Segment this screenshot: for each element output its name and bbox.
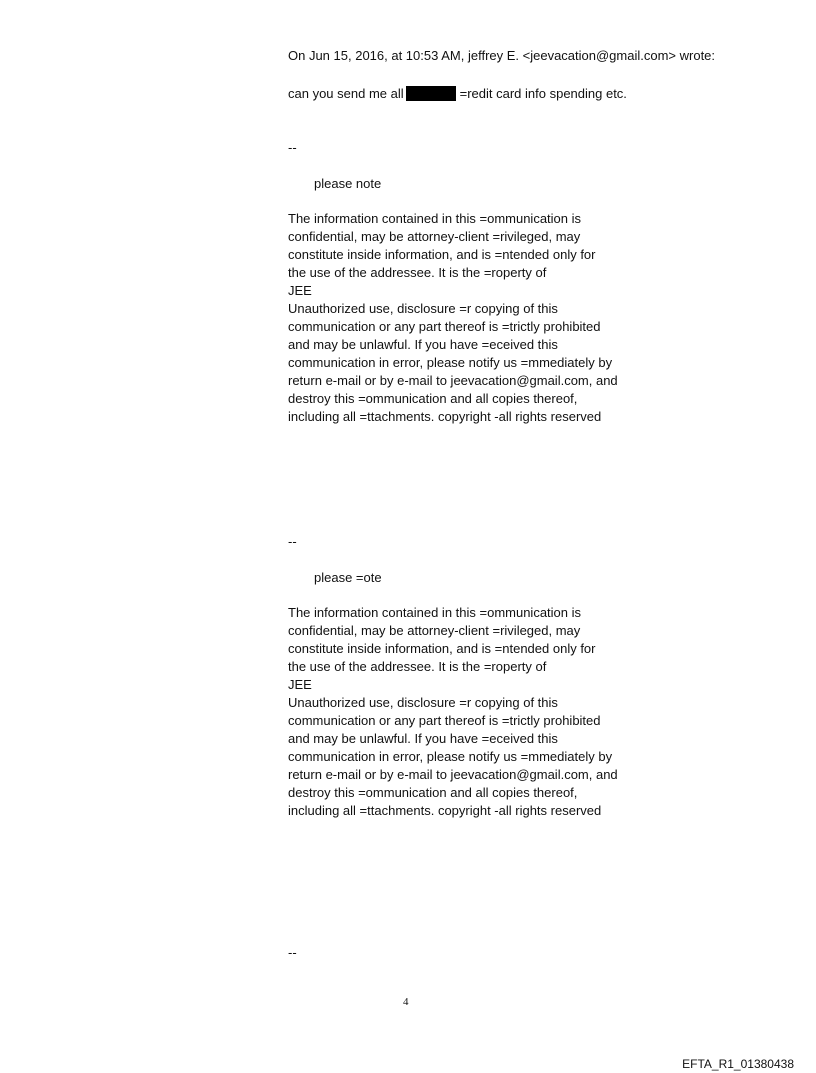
request-text-after: =redit card info spending etc. (459, 86, 627, 101)
disclaimer-line: and may be unlawful. If you have =eceived this (288, 337, 558, 352)
disclaimer-line: The information contained in this =ommunication is (288, 211, 582, 226)
disclaimer-line: communication in error, please notify us =mmediately by (288, 749, 613, 764)
disclaimer-line: return e-mail or by e-mail to jeevacation@gmail.com, and (288, 373, 618, 388)
disclaimer-line: JEE (288, 283, 312, 298)
disclaimer-line: Unauthorized use, disclosure =r copying of this (288, 695, 558, 710)
separator-1: -- (288, 140, 297, 155)
disclaimer-line: the use of the addressee. It is the =roperty of (288, 265, 547, 280)
disclaimer-line: constitute inside information, and is =ntended only for (288, 641, 596, 656)
disclaimer-line: communication or any part thereof is =trictly prohibited (288, 319, 601, 334)
disclaimer-line: Unauthorized use, disclosure =r copying of this (288, 301, 558, 316)
page-number: 4 (403, 996, 409, 1008)
disclaimer-line: destroy this =ommunication and all copies thereof, (288, 391, 578, 406)
note-heading-1: please note (314, 176, 382, 191)
disclaimer-line: The information contained in this =ommunication is (288, 605, 582, 620)
redaction-box (406, 86, 456, 101)
disclaimer-line: return e-mail or by e-mail to jeevacation@gmail.com, and (288, 767, 618, 782)
separator-2: -- (288, 534, 297, 549)
disclaimer-line: destroy this =ommunication and all copies thereof, (288, 785, 578, 800)
disclaimer-line: constitute inside information, and is =ntended only for (288, 247, 596, 262)
email-header-line: On Jun 15, 2016, at 10:53 AM, jeffrey E. <jeevacation@gmail.com> wrote: (288, 48, 716, 63)
note-heading-2: please =ote (314, 570, 382, 585)
disclaimer-line: and may be unlawful. If you have =eceived this (288, 731, 558, 746)
disclaimer-line: including all =ttachments. copyright -all rights reserved (288, 803, 602, 818)
disclaimer-line: JEE (288, 677, 312, 692)
request-text-before: can you send me all (288, 86, 404, 101)
disclaimer-line: communication in error, please notify us =mmediately by (288, 355, 613, 370)
disclaimer-line: the use of the addressee. It is the =roperty of (288, 659, 547, 674)
separator-3: -- (288, 945, 297, 960)
bates-number: EFTA_R1_01380438 (682, 1057, 794, 1071)
disclaimer-block-1 (288, 210, 758, 426)
disclaimer-block-2 (288, 604, 758, 820)
disclaimer-line: confidential, may be attorney-client =rivileged, may (288, 623, 581, 638)
disclaimer-line: communication or any part thereof is =trictly prohibited (288, 713, 601, 728)
request-line (288, 85, 758, 103)
disclaimer-line: confidential, may be attorney-client =rivileged, may (288, 229, 581, 244)
disclaimer-line: including all =ttachments. copyright -all rights reserved (288, 409, 602, 424)
